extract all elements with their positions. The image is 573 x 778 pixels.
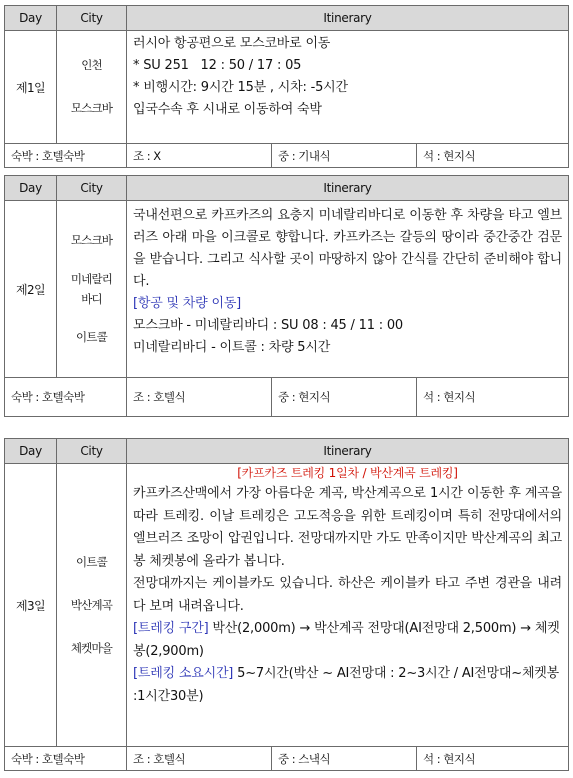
header-itinerary: Itinerary [323, 181, 372, 195]
footer-breakfast: 조 : X [127, 144, 272, 167]
itinerary-line: 러시아 항공편으로 모스코바로 이동 [133, 36, 331, 51]
day3-table [4, 438, 569, 771]
itinerary-paragraph: 국내선편으로 카프카즈의 요충지 미네랄리바디로 이동한 후 차량을 타고 엘브러즈 아래 마을 이크콜로 향합니다. 카프카즈는 갈등의 땅이라 중간중간 검문을 받습니다. 그리고 식사할 곳이 마땅하지 않아 간식를 간단히 준비해야 합니다. [133, 208, 562, 289]
footer-stay: 숙박 : 호텔숙박 [5, 747, 127, 770]
day2-body [5, 201, 568, 378]
city-name: 모스크바 [70, 101, 113, 115]
city-name: 박산계곡 [70, 597, 113, 612]
route-label: [트레킹 구간] [133, 621, 209, 636]
itinerary-line: 미네랄리바디 - 이트콜 : 차량 5시간 [133, 340, 331, 355]
itinerary-line: * 비행시간: 9시간 15분 , 시차: -5시간 [133, 80, 348, 95]
header-itinerary: Itinerary [323, 11, 372, 25]
time-text: 5~7시간(박산 ~ AI전망대 : 2~3시간 / AI전망대~체켓봉 :1시간30분) [133, 666, 560, 704]
city-name: 모스크바 [70, 233, 113, 247]
table-header [5, 6, 568, 31]
city-name: 이트콜 [76, 554, 107, 569]
footer-stay: 숙박 : 호텔숙박 [5, 144, 127, 167]
header-day: Day [5, 439, 57, 463]
footer-breakfast: 조 : 호텔식 [127, 747, 272, 770]
city-name: 이트콜 [76, 330, 107, 344]
header-day: Day [5, 176, 57, 200]
city-list [57, 464, 127, 746]
footer-stay: 숙박 : 호텔숙박 [5, 378, 127, 416]
day1-footer [5, 144, 568, 167]
route-text: 박산(2,000m) → 박산계곡 전망대(AI전망대 2,500m) → 체켓봉(2,900m) [133, 621, 560, 659]
itinerary-line: * SU 251 12 : 50 / 17 : 05 [133, 58, 302, 73]
footer-lunch: 중 : 스낵식 [272, 747, 417, 770]
itinerary-cell [127, 464, 568, 746]
city-name: 미네랄리 바디 [70, 272, 113, 306]
day-label: 제3일 [5, 464, 57, 746]
table-header [5, 176, 568, 201]
table-header [5, 439, 568, 464]
header-itinerary: Itinerary [323, 444, 372, 458]
header-day: Day [5, 6, 57, 30]
city-list [57, 31, 127, 143]
footer-dinner: 석 : 현지식 [423, 751, 476, 766]
itinerary-paragraph: 전망대까지는 케이블카도 있습니다. 하산은 케이블카 타고 주변 경관을 내려다 보며 내려옵니다. [133, 576, 562, 614]
city-name: 체켓마을 [70, 640, 113, 655]
trek-time [133, 663, 562, 708]
time-label: [트레킹 소요시간] [133, 666, 234, 681]
day1-table [4, 5, 569, 168]
itinerary-paragraph: 카프카즈산맥에서 가장 아름다운 계곡, 박산계곡으로 1시간 이동한 후 계곡을 따라 트레킹. 이날 트레킹은 고도적응을 위한 트레킹이며 특히 전망대에서의 엘브러즈 조망이 압권입니다. 전망대까지만 가도 만족이지만 박산계곡의 최고봉 체켓봉에 올라가 봅니다. [133, 486, 562, 569]
day2-table [4, 175, 569, 417]
day2-footer [5, 378, 568, 416]
trek-title: [카프카즈 트레킹 1일차 / 박산계곡 트레킹] [237, 466, 458, 480]
day-label: 제1일 [5, 31, 57, 143]
day3-body [5, 464, 568, 747]
day1-body [5, 31, 568, 144]
city-list [57, 201, 127, 377]
city-name: 인천 [81, 58, 102, 72]
footer-dinner: 석 : 현지식 [423, 148, 476, 163]
header-city: City [57, 176, 127, 200]
trek-route [133, 618, 562, 663]
itinerary-line: 모스크바 - 미네랄리바디 : SU 08 : 45 / 11 : 00 [133, 318, 403, 333]
section-title: [항공 및 차량 이동] [133, 296, 242, 311]
footer-lunch: 중 : 기내식 [272, 144, 417, 167]
footer-breakfast: 조 : 호텔식 [127, 378, 272, 416]
itinerary-line: 입국수속 후 시내로 이동하여 숙박 [133, 102, 322, 117]
day3-footer [5, 747, 568, 770]
header-city: City [57, 439, 127, 463]
footer-lunch: 중 : 현지식 [272, 378, 417, 416]
itinerary-cell [127, 31, 568, 143]
day-label: 제2일 [5, 201, 57, 377]
itinerary-cell [127, 201, 568, 377]
footer-dinner: 석 : 현지식 [423, 390, 476, 404]
header-city: City [57, 6, 127, 30]
